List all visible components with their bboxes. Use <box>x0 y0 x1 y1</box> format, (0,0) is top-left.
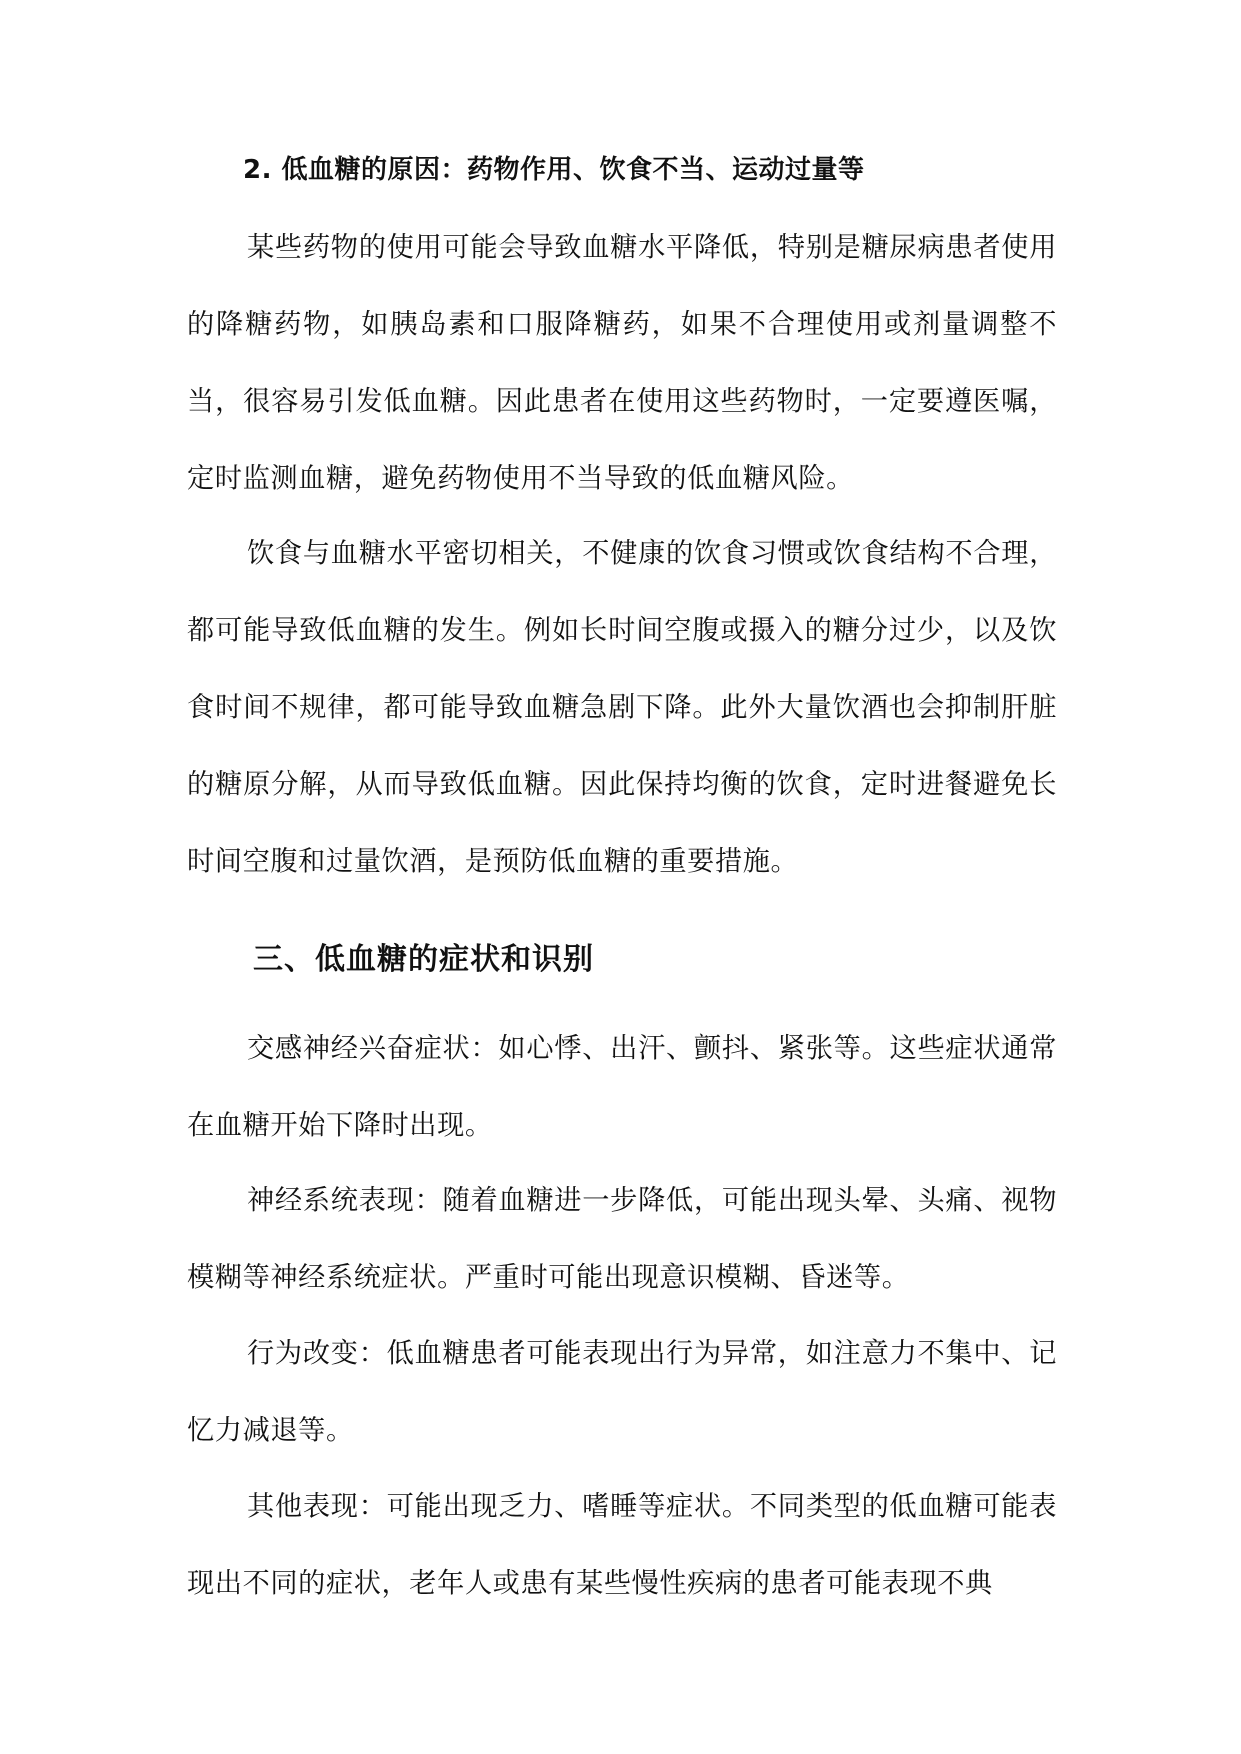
section-3-heading: 三、低血糖的症状和识别 <box>253 942 594 977</box>
paragraph-medication-causes: 某些药物的使用可能会导致血糖水平降低，特别是糖尿病患者使用的降糖药物，如胰岛素和口服降糖药，如果不合理使用或剂量调整不当，很容易引发低血糖。因此患者在使用这些药物时，一定要遵医嘱，定时监测血糖，避免药物使用不当导致的低血糖风险。 <box>187 232 1057 494</box>
paragraph-other-symptoms: 其他表现：可能出现乏力、嗜睡等症状。不同类型的低血糖可能表现出不同的症状，老年人或患有某些慢性疾病的患者可能表现不典 <box>187 1491 1057 1599</box>
paragraph-diet-causes: 饮食与血糖水平密切相关，不健康的饮食习惯或饮食结构不合理，都可能导致低血糖的发生。例如长时间空腹或摄入的糖分过少，以及饮食时间不规律，都可能导致血糖急剧下降。此外大量饮酒也会抑制肝脏的糖原分解，从而导致低血糖。因此保持均衡的饮食，定时进餐避免长时间空腹和过量饮酒，是预防低血糖的重要措施。 <box>187 538 1057 877</box>
section-2-heading: 2. 低血糖的原因：药物作用、饮食不当、运动过量等 <box>243 155 865 185</box>
paragraph-behavior-changes: 行为改变：低血糖患者可能表现出行为异常，如注意力不集中、记忆力减退等。 <box>187 1338 1057 1446</box>
paragraph-nervous-system-symptoms: 神经系统表现：随着血糖进一步降低，可能出现头晕、头痛、视物模糊等神经系统症状。严重时可能出现意识模糊、昏迷等。 <box>187 1185 1057 1293</box>
paragraph-sympathetic-symptoms: 交感神经兴奋症状：如心悸、出汗、颤抖、紧张等。这些症状通常在血糖开始下降时出现。 <box>187 1033 1057 1141</box>
